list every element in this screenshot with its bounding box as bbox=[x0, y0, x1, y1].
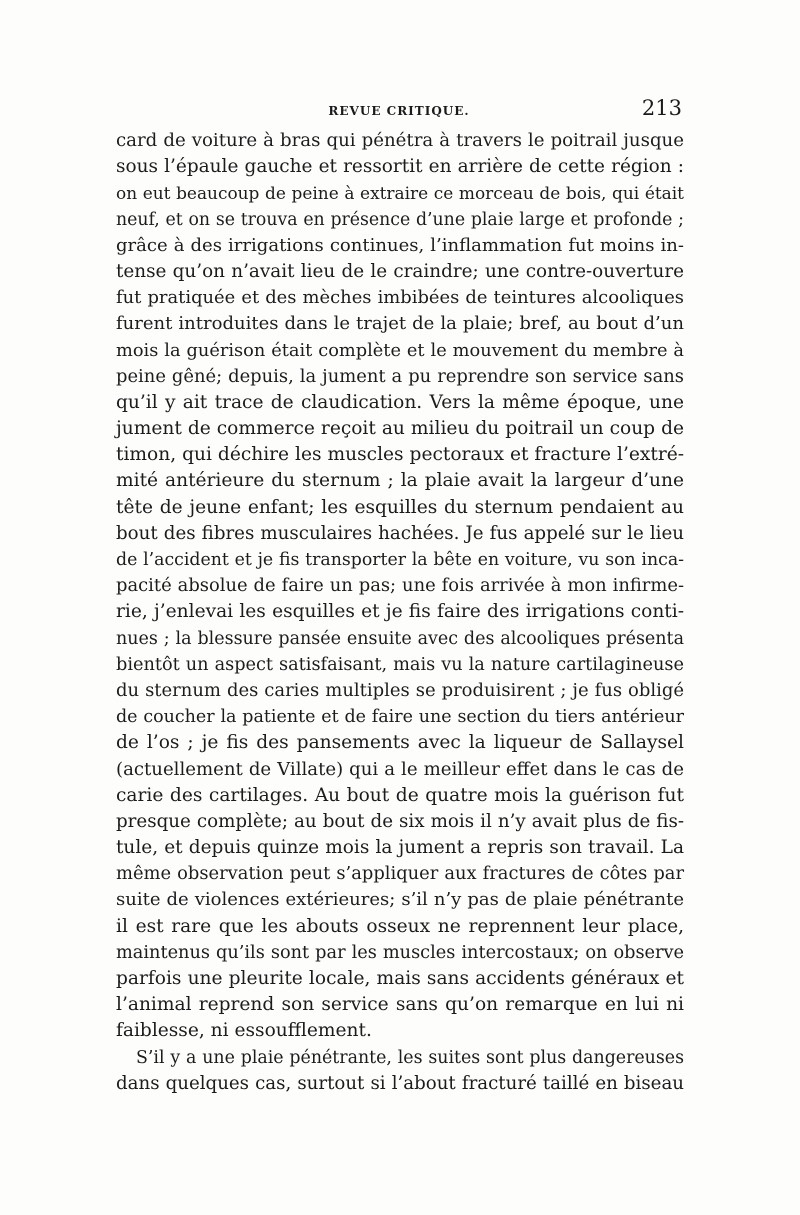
text-line: tense qu’on n’avait lieu de le craindre; une contre-ouverture bbox=[116, 260, 684, 282]
text-line: de coucher la patiente et de faire une section du tiers antérieur bbox=[116, 707, 684, 728]
text-line: (actuellement de Villate) qui a le meilleur effet dans le cas de bbox=[116, 758, 684, 780]
text-line: du sternum des caries multiples se produisirent ; je fus obligé bbox=[116, 679, 684, 701]
text-line: peine gêné; depuis, la jument a pu reprendre son service sans bbox=[116, 365, 684, 387]
text-line: rie, j’enlevai les esquilles et je fis faire des irrigations conti- bbox=[116, 601, 684, 623]
text-line: nues ; la blessure pansée ensuite avec des alcooliques présenta bbox=[116, 628, 684, 649]
running-head bbox=[116, 96, 682, 126]
text-line: mité antérieure du sternum ; la plaie avait la largeur d’une bbox=[116, 470, 684, 492]
text-line: timon, qui déchire les muscles pectoraux et fracture l’extré- bbox=[116, 444, 684, 466]
text-line: qu’il y ait trace de claudication. Vers la même époque, une bbox=[116, 391, 684, 413]
text-line: S’il y a une plaie pénétrante, les suites sont plus dangereuses bbox=[136, 1047, 684, 1068]
text-line: suite de violences extérieures; s’il n’y pas de plaie pénétrante bbox=[116, 889, 684, 911]
text-line: neuf, et on se trouva en présence d’une plaie large et profonde ; bbox=[116, 209, 684, 230]
text-line: presque complète; au bout de six mois il n’y avait plus de fis- bbox=[116, 810, 684, 832]
page-number: 213 bbox=[641, 96, 682, 120]
body-text bbox=[116, 128, 684, 1097]
text-line: même observation peut s’appliquer aux fractures de côtes par bbox=[116, 863, 684, 885]
text-line: faiblesse, ni essoufflement. bbox=[116, 1020, 372, 1042]
text-line: parfois une pleurite locale, mais sans accidents généraux et bbox=[116, 968, 684, 989]
text-line: de l’accident et je fis transporter la bête en voiture, vu son inca- bbox=[116, 550, 684, 570]
text-line: tête de jeune enfant; les esquilles du sternum pendaient au bbox=[116, 496, 684, 518]
text-line: fut pratiquée et des mèches imbibées de teintures alcooliques bbox=[116, 287, 684, 309]
text-line: jument de commerce reçoit au milieu du poitrail un coup de bbox=[116, 418, 684, 440]
text-line: carie des cartilages. Au bout de quatre mois la guérison fut bbox=[116, 784, 684, 806]
text-line: card de voiture à bras qui pénétra à travers le poitrail jusque bbox=[116, 130, 684, 151]
text-line: dans quelques cas, surtout si l’about fracturé taillé en biseau bbox=[116, 1072, 684, 1094]
text-line: de l’os ; je fis des pansements avec la liqueur de Sallaysel bbox=[116, 732, 684, 754]
text-line: il est rare que les abouts osseux ne reprennent leur place, bbox=[116, 915, 684, 937]
text-line: on eut beaucoup de peine à extraire ce morceau de bois, qui était bbox=[116, 183, 684, 204]
text-line: bientôt un aspect satisfaisant, mais vu la nature cartilagineuse bbox=[116, 654, 684, 675]
text-line: sous l’épaule gauche et ressortit en arrière de cette région : bbox=[116, 156, 684, 178]
running-title: REVUE CRITIQUE. bbox=[328, 104, 470, 118]
text-line: bout des fibres musculaires hachées. Je fus appelé sur le lieu bbox=[116, 522, 684, 544]
text-line: mois la guérison était complète et le mouvement du membre à bbox=[116, 340, 684, 361]
text-line: tule, et depuis quinze mois la jument a repris son travail. La bbox=[116, 837, 684, 859]
text-line: furent introduites dans le trajet de la plaie; bref, au bout d’un bbox=[116, 313, 684, 335]
text-line: grâce à des irrigations continues, l’inflammation fut moins in- bbox=[116, 234, 684, 256]
text-line: l’animal reprend son service sans qu’on remarque en lui ni bbox=[116, 994, 684, 1016]
text-line: pacité absolue de faire un pas; une fois arrivée à mon infirme- bbox=[116, 575, 684, 597]
text-line: maintenus qu’ils sont par les muscles intercostaux; on observe bbox=[116, 942, 684, 963]
